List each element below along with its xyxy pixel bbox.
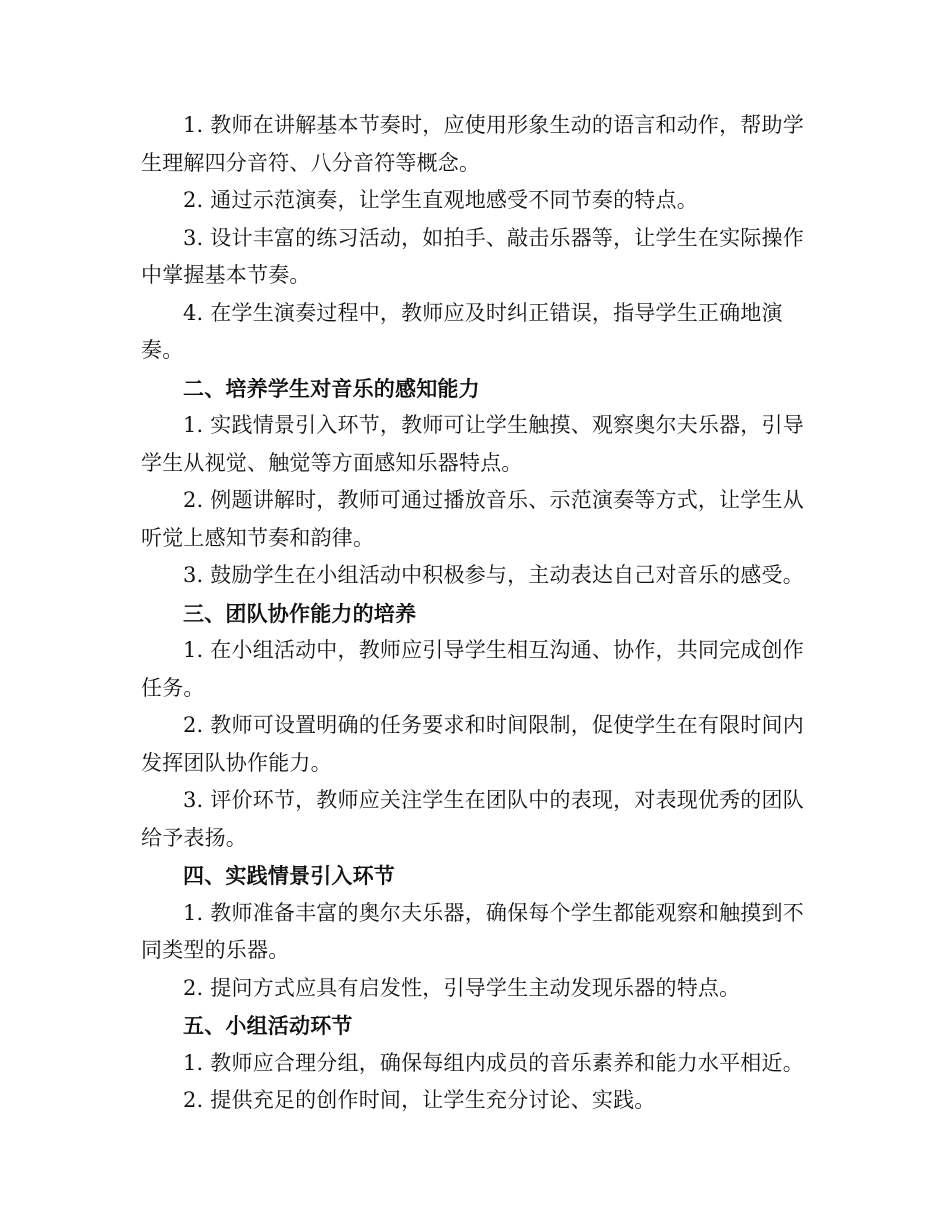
section-heading-perception: 二、培养学生对音乐的感知能力 [183, 375, 480, 401]
paragraph-perception-1: 1. 实践情景引入环节，教师可让学生触摸、观察奥尔夫乐器，引导学生从视觉、触觉等方面感知乐器特点。 [141, 413, 804, 475]
paragraph-rhythm-2: 2. 通过示范演奏，让学生直观地感受不同节奏的特点。 [183, 188, 698, 212]
paragraph-rhythm-3: 3. 设计丰富的练习活动，如拍手、敲击乐器等，让学生在实际操作中掌握基本节奏。 [141, 225, 804, 287]
paragraph-practice-1: 1. 教师准备丰富的奥尔夫乐器，确保每个学生都能观察和触摸到不同类型的乐器。 [141, 900, 804, 962]
paragraph-teamwork-3: 3. 评价环节，教师应关注学生在团队中的表现，对表现优秀的团队给予表扬。 [141, 788, 804, 850]
paragraph-rhythm-1: 1. 教师在讲解基本节奏时，应使用形象生动的语言和动作，帮助学生理解四分音符、八分音符等概念。 [141, 113, 804, 175]
paragraph-group-2: 2. 提供充足的创作时间，让学生充分讨论、实践。 [183, 1088, 656, 1112]
paragraph-teamwork-2: 2. 教师可设置明确的任务要求和时间限制，促使学生在有限时间内发挥团队协作能力。 [141, 713, 804, 775]
section-heading-group-activity: 五、小组活动环节 [183, 1013, 353, 1038]
paragraph-perception-3: 3. 鼓励学生在小组活动中积极参与，主动表达自己对音乐的感受。 [183, 563, 804, 587]
section-heading-teamwork: 三、团队协作能力的培养 [183, 600, 417, 626]
paragraph-perception-2: 2. 例题讲解时，教师可通过播放音乐、示范演奏等方式，让学生从听觉上感知节奏和韵律。 [141, 488, 804, 550]
paragraph-group-1: 1. 教师应合理分组，确保每组内成员的音乐素养和能力水平相近。 [183, 1050, 804, 1075]
paragraph-rhythm-4: 4. 在学生演奏过程中，教师应及时纠正错误，指导学生正确地演奏。 [141, 300, 783, 362]
paragraph-teamwork-1: 1. 在小组活动中，教师应引导学生相互沟通、协作，共同完成创作任务。 [141, 638, 804, 700]
section-heading-practice-intro: 四、实践情景引入环节 [183, 863, 395, 888]
document-page [141, 107, 813, 1120]
paragraph-practice-2: 2. 提问方式应具有启发性，引导学生主动发现乐器的特点。 [183, 975, 741, 1000]
